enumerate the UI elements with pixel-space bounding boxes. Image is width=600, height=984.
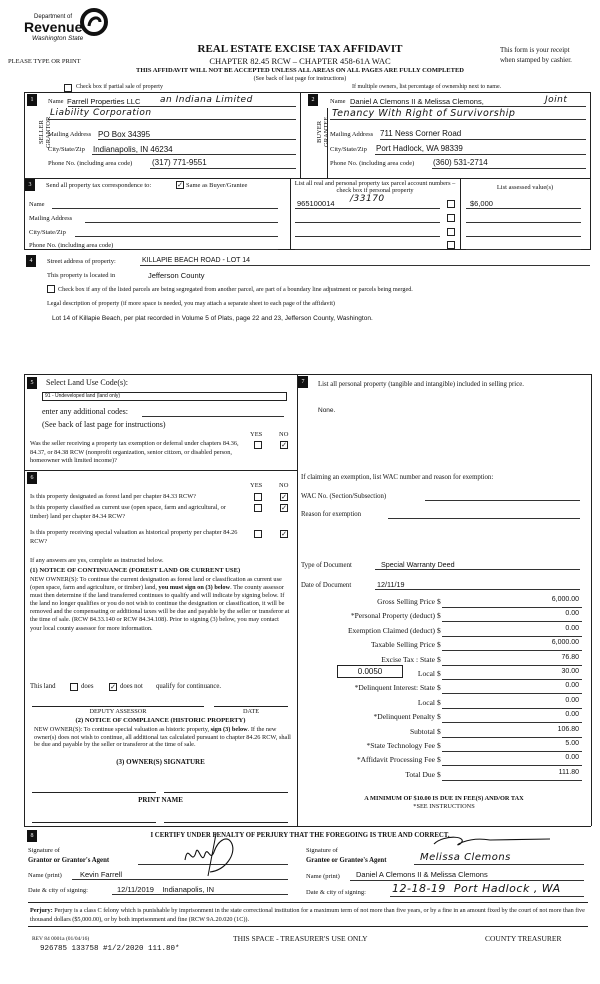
- personal-property-checkbox[interactable]: [447, 241, 455, 249]
- financial-label: *Delinquent Penalty: [373, 712, 435, 722]
- type-or-print: PLEASE TYPE OR PRINT: [8, 58, 81, 65]
- financial-label: Total Due: [405, 769, 435, 779]
- amount-line: [442, 737, 582, 738]
- street-label: Street address of property:: [47, 258, 116, 265]
- currency-symbol: $: [437, 654, 441, 664]
- notice2-text-b: . If the new owner(s) does not wish to continue, all additional tax calculated pursuant to chapter 84.26 RCW, shall be due and payable by the seller or transferor at the time of sale.: [34, 726, 291, 748]
- seller-address[interactable]: PO Box 34395: [98, 130, 151, 139]
- wac-label: WAC No. (Section/Subsection): [301, 493, 387, 500]
- segregated-label: Check box if any of the listed parcels are being segregated from another parcel, are part of a boundary line adjustment or parcels being merged.: [58, 286, 413, 293]
- s3-address-label: Mailing Address: [29, 215, 73, 222]
- perjury-notice: [30, 906, 586, 924]
- notice-compliance-text: [34, 726, 296, 749]
- seller-name[interactable]: Farrell Properties LLC: [67, 97, 141, 106]
- located-label: This property is located in: [47, 272, 116, 279]
- currency-symbol: $: [437, 640, 441, 650]
- amount-line: [442, 650, 582, 651]
- financial-row: [300, 697, 585, 711]
- financial-value[interactable]: 111.80: [558, 768, 579, 776]
- affidavit-warning: THIS AFFIDAVIT WILL NOT BE ACCEPTED UNLESS ALL AREAS ON ALL PAGES ARE FULLY COMPLETED: [136, 67, 464, 74]
- section-number: 6: [27, 472, 37, 484]
- notice1-text-a: NEW OWNER(S): To continue the current designation as forest land or classification as current use (open space, farm and agriculture, or timber) land,: [30, 576, 282, 592]
- buyer-phone-label: Phone No. (including area code): [330, 160, 415, 167]
- legal-description[interactable]: Lot 14 of Killapie Beach, per plat recorded in Volume 5 of Plats, page 22 and 23, Jefferson County, Washington.: [52, 315, 373, 322]
- financial-row: [300, 711, 585, 725]
- section-number: 7: [298, 376, 308, 388]
- buyer-name-line2[interactable]: Tenancy With Right of Survivorship: [332, 108, 516, 119]
- buyer-side-label: BUYER GRANTEE: [316, 116, 330, 148]
- financial-row: [300, 625, 585, 639]
- grantor-agent-label: Grantor or Grantor's Agent: [28, 857, 110, 864]
- grantee-sig-of: Signature of: [306, 847, 338, 854]
- doc-type-label: Type of Document: [301, 562, 352, 569]
- amount-line: [442, 679, 582, 680]
- financial-value[interactable]: 30.00: [561, 668, 579, 675]
- financial-value[interactable]: 5.00: [565, 740, 579, 747]
- financial-row: [300, 769, 585, 783]
- this-land-label: This land: [30, 683, 56, 690]
- doc-date-label: Date of Document: [301, 582, 352, 589]
- financial-value[interactable]: 6,000.00: [551, 639, 579, 647]
- seller-name-label: Name: [48, 98, 64, 105]
- currency-symbol: $: [437, 769, 441, 779]
- grantee-date-city[interactable]: 12-18-19 Port Hadlock , WA: [392, 882, 561, 895]
- exemption-question: Was the seller receiving a property tax exemption or deferral under chapters 84.36, 84.37, or 84.38 RCW (nonprofit organization, senior citizen, or disabled person, homeowner with limited income)?: [30, 440, 239, 464]
- financial-label: Local: [417, 669, 435, 678]
- doc-date-value[interactable]: 12/11/19: [377, 580, 405, 589]
- does-not-label: does not: [120, 683, 143, 690]
- currency-symbol: $: [437, 697, 441, 707]
- financial-label: *State Technology Fee: [366, 741, 435, 750]
- yes-header: YES: [250, 482, 263, 489]
- parcel-header: List all real and personal property tax parcel account numbers – check box if personal property: [294, 180, 456, 194]
- buyer-address[interactable]: 711 Ness Corner Road: [380, 129, 462, 138]
- receipt-stamp: 926785 133758 #1/2/2020 111.80*: [40, 945, 180, 953]
- buyer-phone[interactable]: (360) 531-2714: [433, 158, 488, 167]
- grantee-signature[interactable]: Melissa Clemons: [420, 852, 511, 863]
- parcel-number-handwritten[interactable]: /33170: [350, 194, 385, 204]
- grantor-sig-of: Signature of: [28, 847, 60, 854]
- financial-value[interactable]: 0.00: [565, 624, 579, 632]
- exemption-claim-label: If claiming an exemption, list WAC number and reason for exemption:: [301, 474, 494, 481]
- section-number: 3: [25, 179, 35, 191]
- currency-symbol: $: [437, 683, 441, 693]
- reason-label: Reason for exemption: [301, 511, 362, 518]
- land-use-label: Select Land Use Code(s):: [46, 378, 128, 387]
- currency-symbol: $: [437, 726, 441, 736]
- exemption-no-checkbox[interactable]: ✓: [281, 441, 287, 449]
- financial-label: *Affidavit Processing Fee: [356, 755, 435, 765]
- financial-row: [300, 596, 585, 610]
- deputy-assessor-label: DEPUTY ASSESSOR: [89, 708, 147, 715]
- grantor-date-city[interactable]: 12/11/2019 Indianapolis, IN: [117, 885, 215, 894]
- does-checkbox[interactable]: [70, 683, 78, 691]
- amount-line: [442, 780, 582, 781]
- grantee-name-label: Name (print): [306, 873, 340, 880]
- legal-label: Legal description of property (if more space is needed, you may attach a separate sheet to each page of the affidavit): [47, 300, 335, 307]
- financial-label: Excise Tax : State: [381, 654, 435, 664]
- historic-question: Is this property receiving special valuation as historical property per chapter 84.26 RCW?: [30, 529, 238, 545]
- logo-revenue: Revenue: [24, 19, 83, 35]
- grantor-signature[interactable]: [180, 832, 240, 877]
- amount-line: [442, 751, 582, 752]
- partial-sale-label: Check box if partial sale of property: [76, 84, 163, 90]
- section-number: 1: [27, 94, 37, 106]
- buyer-address-label: Mailing Address: [330, 131, 374, 138]
- perjury-label: Perjury:: [30, 907, 53, 914]
- form-title: REAL ESTATE EXCISE TAX AFFIDAVIT: [197, 43, 403, 55]
- doc-type-value[interactable]: Special Warranty Deed: [381, 560, 455, 569]
- forest-no-checkbox[interactable]: ✓: [281, 493, 287, 501]
- currency-symbol: $: [437, 755, 441, 765]
- perjury-text: Perjury is a class C felony which is punishable by imprisonment in the state correctional institution for a maximum term of not more than five years, or by a fine in an amount fixed by the court of not more than five thousand dollars ($5,000.00), or by both imprisonment and fine (RCW 9A.20.020 (1C)).: [30, 907, 585, 923]
- currency-symbol: $: [437, 625, 441, 635]
- grantor-date-city-label: Date & city of signing:: [28, 887, 88, 894]
- additional-codes-label: enter any additional codes:: [42, 407, 128, 416]
- seller-city-label: City/State/Zip: [48, 146, 85, 153]
- forest-yes-checkbox[interactable]: [254, 493, 262, 501]
- multiple-owners-note: If multiple owners, list percentage of ownership next to name.: [352, 84, 502, 90]
- amount-line: [442, 722, 582, 723]
- assessed-header: List assessed value(s): [496, 184, 554, 191]
- notice-continuance-text: [30, 576, 292, 633]
- segregated-checkbox[interactable]: [47, 285, 55, 293]
- financial-row: [300, 740, 585, 754]
- receipt-note-1: This form is your receipt: [500, 46, 570, 54]
- county[interactable]: Jefferson County: [148, 271, 205, 280]
- receipt-note-2: when stamped by cashier.: [500, 56, 572, 64]
- current-use-question: Is this property classified as current use (open space, farm and agricultural, or timber) land per chapter 84.34 RCW?: [30, 504, 226, 520]
- notice1-bold: you must sign on (3) below: [158, 584, 231, 592]
- current-use-yes-checkbox[interactable]: [254, 504, 262, 512]
- no-header: NO: [279, 482, 289, 489]
- street-address[interactable]: KILLAPIE BEACH ROAD - LOT 14: [142, 257, 251, 264]
- grantee-agent-label: Grantee or Grantee's Agent: [306, 857, 387, 864]
- financial-value[interactable]: 0.00: [565, 682, 579, 690]
- personal-property-checkbox[interactable]: [447, 228, 455, 236]
- financial-value[interactable]: 76.80: [561, 653, 579, 661]
- assessed-value[interactable]: $6,000: [470, 199, 493, 208]
- seller-address-label: Mailing Address: [48, 131, 92, 138]
- exemption-yes-checkbox[interactable]: [254, 441, 262, 449]
- certify-statement: I CERTIFY UNDER PENALTY OF PERJURY THAT THE FOREGOING IS TRUE AND CORRECT.: [150, 832, 450, 839]
- s3-city-label: City/State/Zip: [29, 229, 66, 236]
- s3-phone-label: Phone No. (including area code): [29, 242, 114, 249]
- financial-label: Subtotal: [409, 726, 435, 736]
- buyer-name-handwritten[interactable]: Joint: [545, 95, 568, 105]
- seller-phone[interactable]: (317) 771-9551: [152, 158, 207, 167]
- financial-label: Gross Selling Price: [377, 597, 435, 606]
- grantee-name[interactable]: Daniel A Clemons II & Melissa Clemons: [356, 870, 488, 879]
- owner-signature-label: (3) OWNER(S) SIGNATURE: [116, 758, 205, 766]
- currency-symbol: $: [437, 741, 441, 750]
- amount-line: [442, 621, 582, 622]
- personal-property-label: List all personal property (tangible and intangible) included in selling price.: [318, 381, 524, 388]
- seller-side-label: SELLER GRANTOR: [38, 116, 52, 148]
- financial-row: [300, 639, 585, 653]
- financial-value[interactable]: 0.00: [565, 754, 579, 762]
- seller-name-line2[interactable]: Liability Corporation: [50, 108, 152, 118]
- financial-label: Local: [417, 697, 435, 707]
- grantee-initials-signature: [430, 834, 560, 850]
- financial-row: [300, 610, 585, 624]
- seller-city[interactable]: Indianapolis, IN 46234: [93, 145, 173, 154]
- local-rate-box[interactable]: 0.0050: [337, 665, 403, 678]
- financial-label: *Delinquent Interest: State: [354, 683, 435, 693]
- grantor-name-label: Name (print): [28, 872, 62, 879]
- current-use-no-checkbox[interactable]: ✓: [281, 504, 287, 512]
- currency-symbol: $: [437, 669, 441, 678]
- personal-property-checkbox[interactable]: [447, 214, 455, 222]
- partial-sale-checkbox[interactable]: [64, 84, 72, 92]
- forest-land-question: Is this property designated as forest land per chapter 84.33 RCW?: [30, 493, 196, 500]
- grantor-name[interactable]: Kevin Farrell: [80, 870, 123, 879]
- historic-yes-checkbox[interactable]: [254, 530, 262, 538]
- qualify-label: qualify for continuance.: [156, 683, 222, 690]
- historic-no-checkbox[interactable]: ✓: [281, 530, 287, 538]
- form-revision: REV 84 0001a (01/04/16): [32, 936, 90, 942]
- financial-value[interactable]: 0.00: [565, 610, 579, 618]
- financial-value[interactable]: 0.00: [565, 711, 579, 719]
- minimum-due-note: A MINIMUM OF $10.00 IS DUE IN FEE(S) AND/OR TAX: [364, 795, 524, 802]
- s3-name-label: Name: [29, 201, 45, 208]
- notice2-bold: sign (3) below: [210, 726, 248, 733]
- financial-value[interactable]: 6,000.00: [551, 596, 579, 603]
- logo-dept: Department of: [34, 14, 73, 20]
- land-use-select[interactable]: 91 - Undeveloped land (land only): [42, 392, 287, 401]
- currency-symbol: $: [437, 712, 441, 722]
- print-name-label: PRINT NAME: [138, 796, 183, 804]
- notice2-text-a: NEW OWNER(S): To continue special valuation as historic property,: [34, 726, 210, 733]
- section-number: 2: [308, 94, 318, 106]
- amount-line: [442, 765, 582, 766]
- financial-row: [300, 726, 585, 740]
- buyer-city-label: City/State/Zip: [330, 146, 367, 153]
- does-label: does: [81, 683, 94, 690]
- amount-line: [442, 636, 582, 637]
- grantee-date-city-label: Date & city of signing:: [306, 889, 366, 896]
- buyer-city[interactable]: Port Hadlock, WA 98339: [376, 144, 463, 153]
- amount-line: [442, 607, 582, 608]
- currency-symbol: $: [437, 611, 441, 621]
- financial-value[interactable]: 0.00: [565, 696, 579, 704]
- does-not-checkbox[interactable]: ✓: [110, 683, 116, 691]
- financial-label: Exemption Claimed (deduct): [347, 625, 435, 635]
- county-treasurer-label: COUNTY TREASURER: [485, 934, 562, 943]
- same-as-buyer-checkbox[interactable]: ✓: [177, 181, 183, 189]
- financial-label: Taxable Selling Price: [370, 640, 435, 650]
- financial-value[interactable]: 106.80: [557, 725, 579, 733]
- logo-state: Washington State: [32, 35, 84, 42]
- notice-continuance-title: (1) NOTICE OF CONTINUANCE (FOREST LAND OR CURRENT USE): [30, 567, 241, 574]
- financial-row: [300, 682, 585, 696]
- section-number: 8: [27, 830, 37, 842]
- see-instructions-note: *SEE INSTRUCTIONS: [413, 803, 475, 810]
- yes-header: YES: [250, 431, 263, 438]
- same-as-buyer-label: Same as Buyer/Grantee: [186, 182, 248, 189]
- date-label: DATE: [242, 708, 260, 715]
- currency-symbol: $: [437, 597, 441, 606]
- amount-line: [442, 693, 582, 694]
- seller-name-handwritten[interactable]: an Indiana Limited: [160, 95, 253, 105]
- dor-logo: [22, 8, 102, 48]
- section-number: 4: [26, 255, 36, 267]
- see-back-note: (See back of last page for instructions): [42, 420, 166, 429]
- no-header: NO: [279, 431, 289, 438]
- buyer-name[interactable]: Daniel A Clemons II & Melissa Clemons,: [350, 97, 484, 106]
- send-correspondence-label: Send all property tax correspondence to:: [46, 182, 152, 189]
- seller-phone-label: Phone No. (including area code): [48, 160, 133, 167]
- treasurer-space-label: THIS SPACE - TREASURER'S USE ONLY: [233, 934, 368, 943]
- buyer-name-label: Name: [330, 98, 346, 105]
- parcel-number[interactable]: 965100014: [297, 199, 335, 208]
- amount-line: [442, 708, 582, 709]
- amount-line: [442, 665, 582, 666]
- financial-row: [300, 754, 585, 768]
- notice-compliance-title: (2) NOTICE OF COMPLIANCE (HISTORIC PROPERTY): [75, 717, 246, 724]
- financial-label: *Personal Property (deduct): [350, 611, 435, 621]
- instructions-note: (See back of last page for instructions): [253, 76, 347, 82]
- notice1-text-b: . The county assessor must then determine if the land transferred continues to qualify and will indicate by signing below. If the land no longer qualifies or you do not wish to continue the designation or classification, it will be removed and the compensating or additional taxes will be due and payable by the seller or transferor at the time of sale. (RCW 84.33.140 or RCW 84.34.108). Prior to signing (3) below, you may contact your local county assessor for more information.: [30, 584, 290, 632]
- dor-swirl-icon: [80, 8, 108, 36]
- chapter-line: CHAPTER 82.45 RCW – CHAPTER 458-61A WAC: [209, 56, 391, 66]
- section-number: 5: [27, 377, 37, 389]
- if-yes-note: If any answers are yes, complete as instructed below.: [30, 557, 164, 564]
- personal-property-value[interactable]: None.: [318, 407, 336, 414]
- personal-property-checkbox[interactable]: [447, 200, 455, 208]
